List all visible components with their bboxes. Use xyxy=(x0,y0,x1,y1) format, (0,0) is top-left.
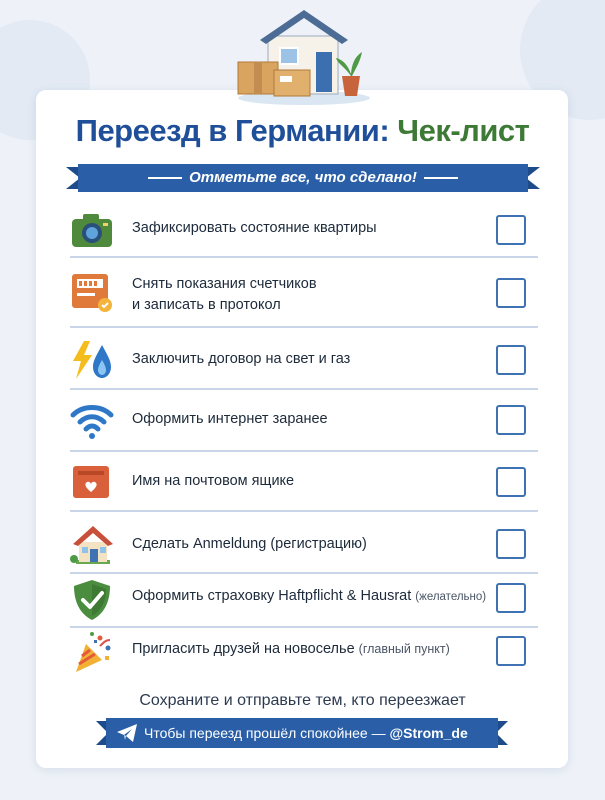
checklist-item xyxy=(66,270,538,320)
divider xyxy=(70,572,538,574)
telegram-handle-link[interactable]: @Strom_de xyxy=(389,725,468,741)
divider xyxy=(70,626,538,628)
item-label: Заключить договор на свет и газ xyxy=(132,351,351,367)
camera-icon xyxy=(70,210,114,250)
footer-call-to-action: Сохраните и отправьте тем, кто переезжает xyxy=(139,692,466,709)
checklist-item xyxy=(66,340,538,380)
title-part-blue: Переезд в Германии: xyxy=(75,113,390,148)
checklist-item xyxy=(66,578,538,622)
divider xyxy=(70,450,538,452)
item-label: Пригласить друзей на новоселье xyxy=(132,641,355,657)
footer-banner xyxy=(96,717,508,749)
house-icon xyxy=(70,522,114,566)
checkbox[interactable] xyxy=(496,278,526,308)
checkbox[interactable] xyxy=(496,636,526,666)
item-label: Зафиксировать состояние квартиры xyxy=(132,220,377,236)
checkbox[interactable] xyxy=(496,405,526,435)
item-label: Сделать Anmeldung (регистрацию) xyxy=(132,536,367,552)
telegram-icon xyxy=(116,723,138,743)
checklist-item xyxy=(66,462,538,502)
checklist-item xyxy=(66,400,538,440)
house-boxes-illustration xyxy=(224,6,384,106)
checkbox[interactable] xyxy=(496,215,526,245)
checkbox[interactable] xyxy=(496,583,526,613)
party-popper-icon xyxy=(70,630,114,676)
divider xyxy=(70,510,538,512)
item-note: (главный пункт) xyxy=(358,642,450,656)
divider xyxy=(70,388,538,390)
mailbox-icon xyxy=(70,462,114,502)
shield-check-icon xyxy=(70,578,114,622)
checkbox[interactable] xyxy=(496,345,526,375)
item-note: (желательно) xyxy=(415,591,487,603)
page-title xyxy=(0,113,605,149)
item-label-line2: и записать в протокол xyxy=(132,297,281,313)
item-label: Имя на почтовом ящике xyxy=(132,473,295,489)
item-label: Оформить интернет заранее xyxy=(132,411,328,427)
checklist-item xyxy=(66,630,538,676)
title-part-green: Чек-лист xyxy=(397,113,530,148)
checkbox[interactable] xyxy=(496,467,526,497)
checklist-item xyxy=(66,210,538,250)
item-label: Оформить страховку Haftpflicht & Hausrat xyxy=(132,588,412,604)
wifi-icon xyxy=(70,400,114,440)
footer-banner-text: Чтобы переезд прошёл спокойнее — xyxy=(144,725,386,741)
lightning-gas-icon xyxy=(70,340,114,380)
item-label: Снять показания счетчиков xyxy=(132,276,317,292)
subtitle-ribbon xyxy=(66,163,540,193)
subtitle: Отметьте все, что сделано! xyxy=(189,169,417,186)
divider xyxy=(70,256,538,258)
checklist-item xyxy=(66,522,538,566)
meter-icon xyxy=(70,272,114,312)
divider xyxy=(70,326,538,328)
checkbox[interactable] xyxy=(496,529,526,559)
